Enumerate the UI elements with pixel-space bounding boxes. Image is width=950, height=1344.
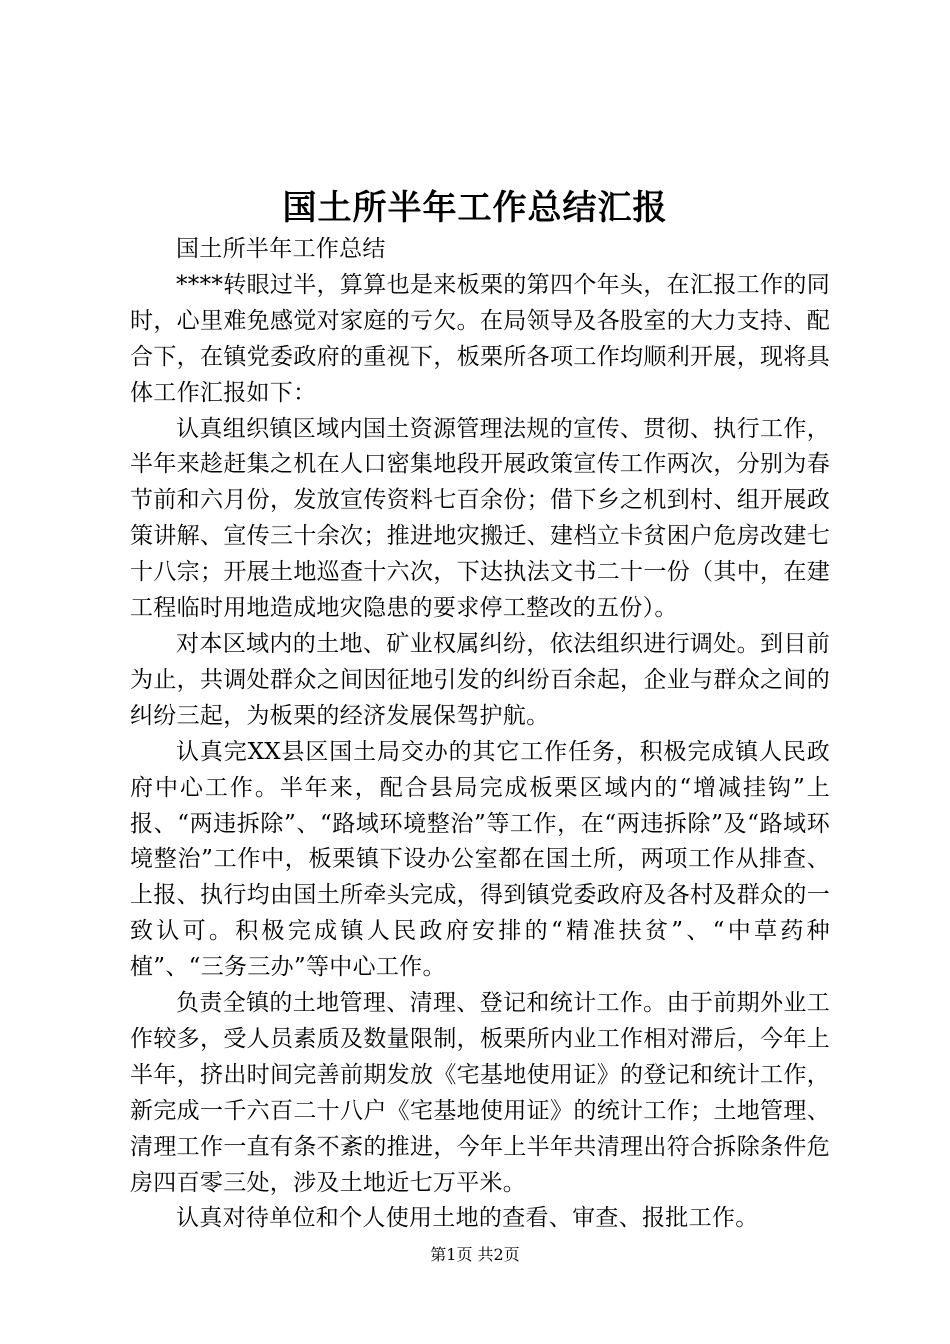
publicity-paragraph: 认真组织镇区域内国土资源管理法规的宣传、贯彻、执行工作，半年来趁赶集之机在人口密集地段开展政策宣传工作两次，分别为春节前和六月份，发放宣传资料七百余份；借下乡之机到村、组开展政策讲解、宣传三十余次；推进地灾搬迁、建档立卡贫困户危房改建七十八宗；开展土地巡查十六次，下达执法文书二十一份（其中，在建工程临时用地造成地灾隐患的要求停工整改的五份）。	[130, 415, 830, 622]
land-management-paragraph: 负责全镇的土地管理、清理、登记和统计工作。由于前期外业工作较多，受人员素质及数量限制，板栗所内业工作相对滞后，今年上半年，挤出时间完善前期发放《宅基地使用证》的登记和统计工作，新完成一千六百二十八户《宅基地使用证》的统计工作；土地管理、清理工作一直有条不紊的推进，今年上半年共清理出符合拆除条件危房四百零三处，涉及土地近七万平米。	[130, 990, 830, 1196]
intro-paragraph: ****转眼过半，算算也是来板栗的第四个年头，在汇报工作的同时，心里难免感觉对家庭的亏欠。在局领导及各股室的大力支持、配合下，在镇党委政府的重视下，板栗所各项工作均顺利开展，现将具体工作汇报如下：	[130, 271, 830, 406]
document-body	[130, 232, 830, 1237]
land-use-review-paragraph: 认真对待单位和个人使用土地的查看、审查、报批工作。	[176, 1205, 759, 1232]
assigned-tasks-paragraph: 认真完XX县区国土局交办的其它工作任务，积极完成镇人民政府中心工作。半年来，配合县局完成板栗区域内的“增减挂钩”上报、“两违拆除”、“路域环境整治”等工作，在“两违拆除”及“路域环境整治”工作中，板栗镇下设办公室都在国土所，两项工作从排查、上报、执行均由国土所牵头完成，得到镇党委政府及各村及群众的一致认可。积极完成镇人民政府安排的“精准扶贫”、“中草药种植”、“三务三办”等中心工作。	[130, 738, 830, 981]
dispute-paragraph: 对本区域内的土地、矿业权属纠纷，依法组织进行调处。到目前为止，共调处群众之间因征地引发的纠纷百余起，企业与群众之间的纠纷三起，为板栗的经济发展保驾护航。	[130, 630, 830, 729]
subtitle-paragraph: 国土所半年工作总结	[176, 236, 386, 262]
document-title: 国土所半年工作总结汇报	[282, 188, 668, 228]
page-footer: 第1页 共2页	[430, 1245, 520, 1264]
